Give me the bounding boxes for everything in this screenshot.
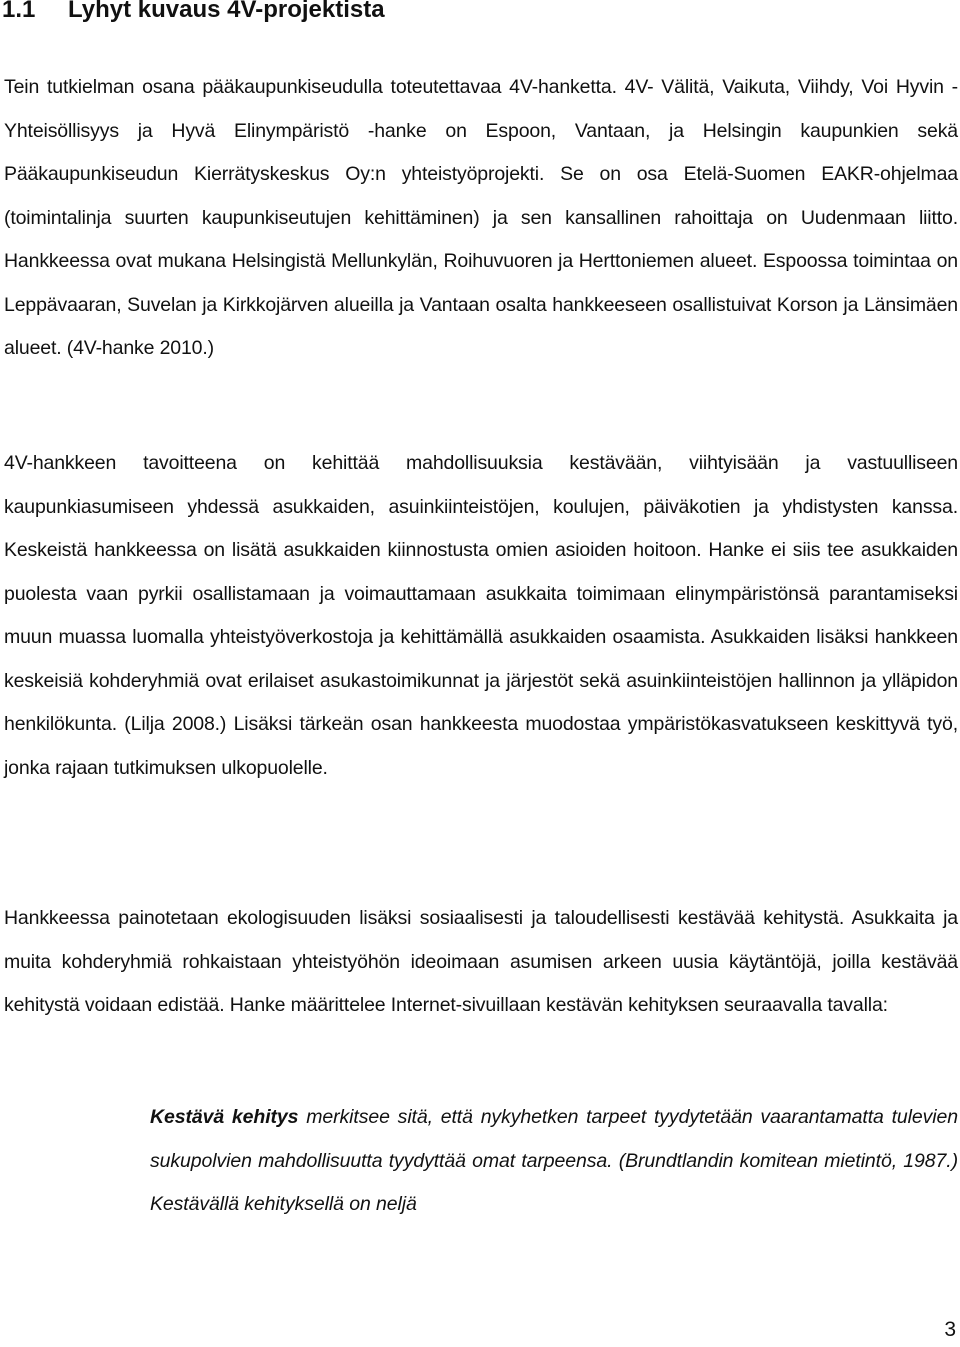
paragraph-project-intro: Tein tutkielman osana pääkaupunkiseudulla toteutettavaa 4V-hanketta. 4V- Välitä, Vaikuta, Viihdy, Voi Hyvin - Yhteisöllisyys ja Hyvä Elinympäristö -hanke on Espoon, Vantaan, ja Helsingin kaupunkien sekä Pääkaupunkiseudun Kierrätyskeskus Oy:n yhteistyöprojekti. Se on osa Etelä-Suomen EAKR-ohjelmaa (toimintalinja suurten kaupunkiseutujen kehittäminen) ja sen kansallinen rahoittaja on Uudenmaan liitto. Hankkeessa ovat mukana Helsingistä Mellunkylän, Roihuvuoren ja Herttoniemen alueet. Espoossa toimintaa on Leppävaaran, Suvelan ja Kirkkojärven alueilla ja Vantaan osalta hankkeeseen osallistuivat Korson ja Länsimäen alueet. (4V-hanke 2010.)	[4, 76, 958, 359]
block-quote-definition	[150, 1096, 958, 1227]
quote-text: merkitsee sitä, että nykyhetken tarpeet tyydytetään vaarantamatta tulevien sukupolvien mahdollisuutta tyydyttää omat tarpeensa. (Brundtlandin komitean mietintö, 1987.) Kestävällä kehityksellä on neljä	[150, 1106, 958, 1215]
section-title: Lyhyt kuvaus 4V-projektista	[68, 0, 385, 23]
page-number: 3	[944, 1318, 956, 1341]
quote-term: Kestävä kehitys	[150, 1106, 299, 1128]
paragraph-project-goals: 4V-hankkeen tavoitteena on kehittää mahdollisuuksia kestävään, viihtyisään ja vastuulliseen kaupunkiasumiseen yhdessä asukkaiden, asuinkiinteistöjen, koulujen, päiväkotien ja yhdistysten kanssa. Keskeistä hankkeessa on lisätä asukkaiden kiinnostusta omien asioiden hoitoon. Hanke ei siis tee asukkaiden puolesta vaan pyrkii osallistamaan ja voimauttamaan asukkaita toimimaan elinympäristönsä parantamiseksi muun muassa luomalla yhteistyöverkostoja ja kehittämällä asukkaiden osaamista. Asukkaiden lisäksi hankkeen keskeisiä kohderyhmiä ovat erilaiset asukastoimikunnat ja järjestöt sekä asuinkiinteistöjen hallinnon ja ylläpidon henkilökunta. (Lilja 2008.) Lisäksi tärkeän osan hankkeesta muodostaa ympäristökasvatukseen keskittyvä työ, jonka rajaan tutkimuksen ulkopuolelle.	[4, 452, 958, 779]
section-heading	[2, 0, 385, 24]
section-number: 1.1	[2, 0, 36, 23]
paragraph-sustainability: Hankkeessa painotetaan ekologisuuden lisäksi sosiaalisesti ja taloudellisesti kestävää kehitystä. Asukkaita ja muita kohderyhmiä rohkaistaan yhteistyöhön ideoimaan asumisen arkeen uusia käytäntöjä, joilla kestävää kehitystä voidaan edistää. Hanke määrittelee Internet-sivuillaan kestävän kehityksen seuraavalla tavalla:	[4, 907, 958, 1016]
